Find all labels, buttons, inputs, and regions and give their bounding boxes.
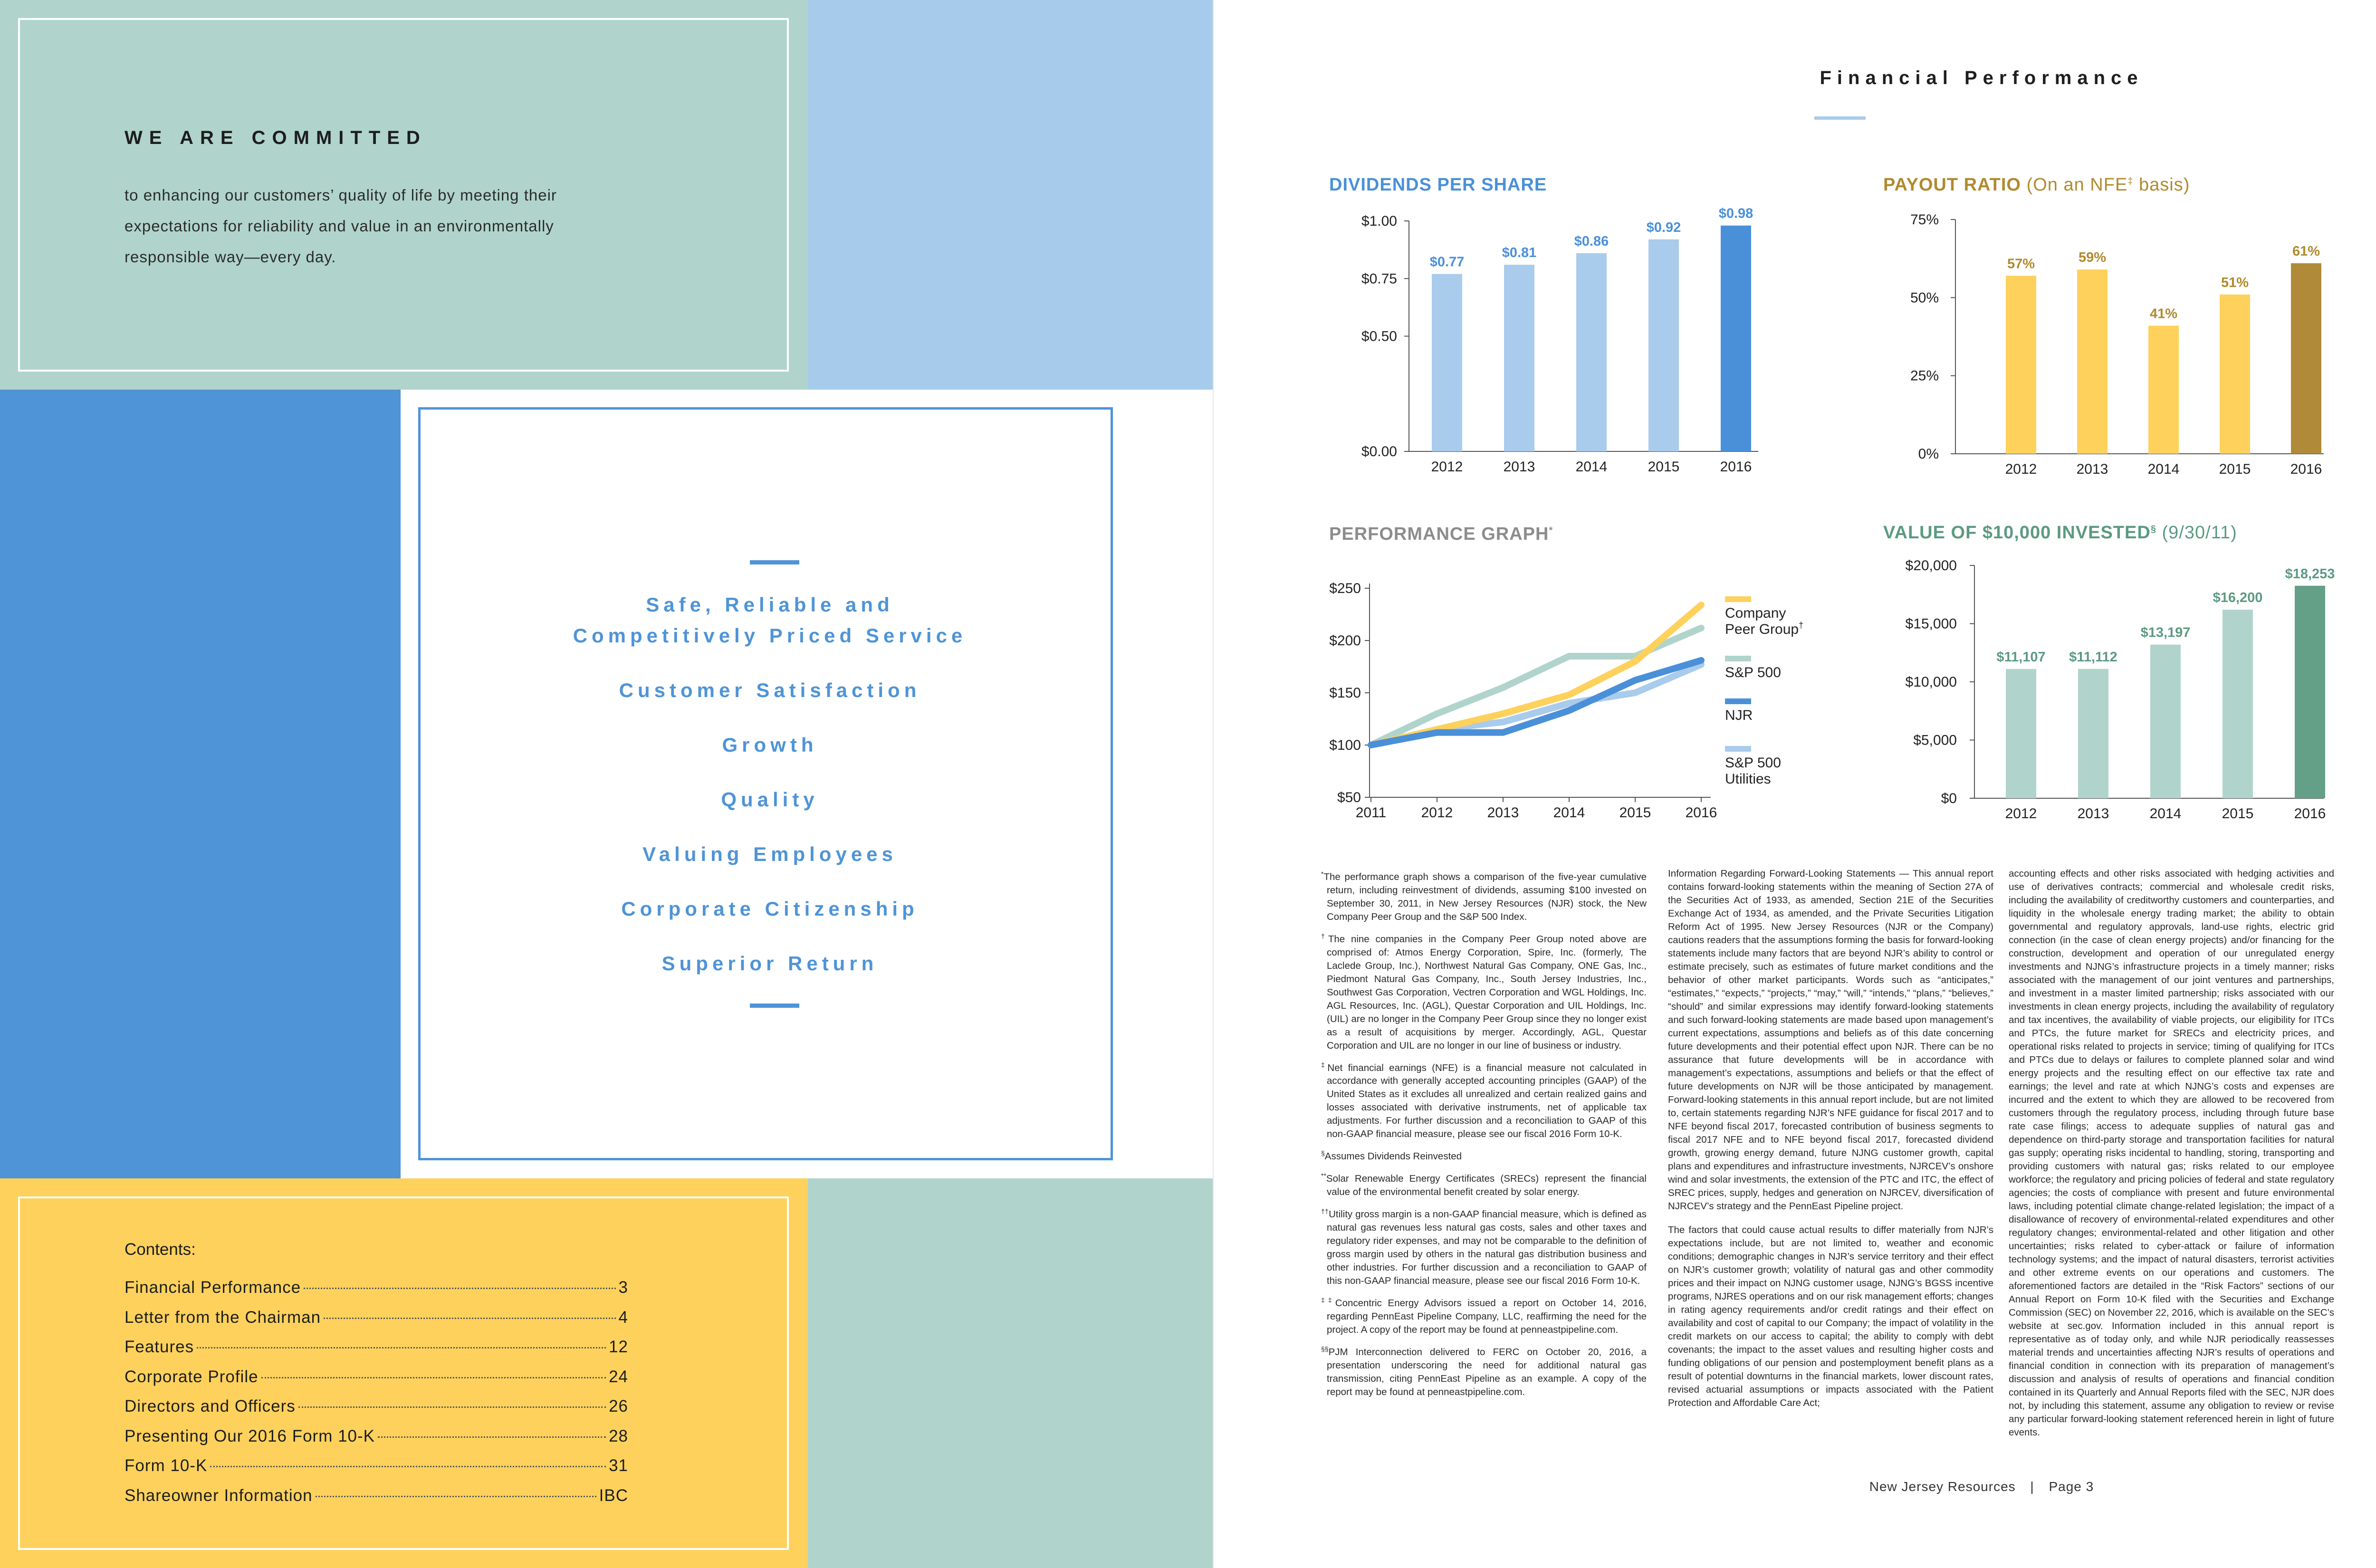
toc-page: 24 xyxy=(609,1367,628,1386)
committed-body xyxy=(125,180,695,272)
footnote-mark: ‡‡ xyxy=(1321,1296,1335,1304)
footnote-mark: §§ xyxy=(1321,1345,1329,1353)
chart-title-mark: * xyxy=(1549,525,1553,536)
legend-label: S&P 500 xyxy=(1725,755,1781,771)
footer-company: New Jersey Resources xyxy=(1869,1479,2016,1494)
data-label: 57% xyxy=(2007,256,2035,272)
y-tick-label: $50 xyxy=(1337,790,1361,805)
page-title-text: Financial Performance xyxy=(1820,67,2144,88)
bar xyxy=(2295,586,2325,798)
chart-subtitle: (9/30/11) xyxy=(2156,523,2237,543)
chart-title-performance xyxy=(1329,524,1553,545)
forward-looking-paragraph: The factors that could cause actual results to differ materially from NJR’s expectations include, but are not limited to, weather and economic conditions; demographic changes in NJR’s service territory and their effect on NJR’s customer growth; volatility of natural gas and other commodity prices and their impact on NJNG customer usage, NJNG’s BGSS incentive programs, NJRES operations and on our risk management efforts; changes in rating agency requirements and/or credit ratings and their effect on availability and cost of capital to our Company; the impact of volatility in the credit markets on our access to capital; the ability to comply with debt covenants; the impact to the asset values and resulting higher costs and funding obligations of our pension and postemployment benefit plans as a result of potential downturns in the financial markets, lower discount rates, revised actuarial assumptions or impacts associated with the Patient Protection and Affordable Care Act; xyxy=(1668,1224,1993,1408)
toc-label: Letter from the Chairman xyxy=(125,1308,321,1327)
x-tick-label: 2016 xyxy=(2290,461,2322,477)
toc-leader xyxy=(324,1318,615,1319)
x-tick-label: 2015 xyxy=(1619,805,1651,821)
footnote xyxy=(1321,1169,1647,1199)
bar xyxy=(2148,325,2179,454)
footnote-text: Concentric Energy Advisors issued a report on October 14, 2016, regarding PennEast Pipeline Company, LLC, reaffirming the need for the project. A copy of the report may be found at penneastpipeline.com. xyxy=(1327,1297,1647,1335)
footnotes-column-1 xyxy=(1321,867,1647,1405)
footnote xyxy=(1321,1058,1647,1141)
data-label: $0.92 xyxy=(1646,220,1681,235)
performance-chart xyxy=(1321,561,1825,832)
footnote xyxy=(1321,867,1647,924)
footnote-text: Assumes Dividends Reinvested xyxy=(1324,1151,1462,1162)
bar xyxy=(2220,295,2250,454)
chart-title-dividends xyxy=(1329,175,1547,195)
legend-label: Peer Group† xyxy=(1725,621,1804,637)
toc-leader xyxy=(316,1496,596,1497)
bar xyxy=(1721,226,1751,451)
toc-leader xyxy=(210,1466,606,1467)
y-tick-label: $200 xyxy=(1329,633,1361,649)
page-footer xyxy=(1568,1479,2376,1494)
bar xyxy=(1504,265,1534,451)
footnote xyxy=(1321,1342,1647,1399)
committed-line: responsible way—every day. xyxy=(125,248,336,266)
toc-entry[interactable] xyxy=(125,1427,628,1457)
legend-swatch xyxy=(1725,596,1751,602)
footnote-text: Utility gross margin is a non-GAAP financial measure, which is defined as natural gas revenues less natural gas costs, sales and other taxes and regulatory rider expenses, and may not be comparable to the definition of gross margin used by others in the natural gas distribution business and other industries. For further discussion and a reconciliation to GAAP of this non-GAAP financial measure, please see our fiscal 2016 Form 10-K. xyxy=(1327,1208,1647,1286)
data-label: $0.77 xyxy=(1429,254,1465,270)
bar xyxy=(1648,239,1679,451)
x-tick-label: 2014 xyxy=(2149,806,2182,822)
bar xyxy=(2291,263,2321,454)
x-tick-label: 2014 xyxy=(2147,461,2180,477)
contents-title: Contents: xyxy=(125,1240,196,1259)
x-tick-label: 2014 xyxy=(1553,805,1585,821)
toc-entry[interactable] xyxy=(125,1486,628,1516)
toc-entry[interactable] xyxy=(125,1397,628,1427)
y-tick-label: $20,000 xyxy=(1905,558,1957,574)
data-label: 61% xyxy=(2292,244,2320,259)
bar xyxy=(2077,269,2108,454)
data-label: $11,107 xyxy=(1996,649,2046,665)
committed-title: WE ARE COMMITTED xyxy=(125,127,427,148)
toc-page: IBC xyxy=(599,1486,628,1505)
data-label: $11,112 xyxy=(2069,649,2117,665)
committed-line: to enhancing our customers’ quality of life by meeting their xyxy=(125,186,557,204)
value-item: Valuing Employees xyxy=(642,843,897,865)
x-tick-label: 2016 xyxy=(1720,459,1752,475)
y-tick-label: $0 xyxy=(1941,791,1957,806)
toc-page: 12 xyxy=(609,1338,628,1356)
x-tick-label: 2012 xyxy=(1431,459,1463,475)
table-of-contents xyxy=(125,1278,628,1516)
footnote-text: Solar Renewable Energy Certificates (SRECs) represent the financial value of the environmental benefit created by solar energy. xyxy=(1326,1173,1647,1198)
bar xyxy=(1432,274,1462,451)
chart-subtitle-mark: ‡ xyxy=(2127,176,2134,187)
x-tick-label: 2016 xyxy=(2294,806,2326,822)
toc-page: 31 xyxy=(609,1456,628,1475)
bar xyxy=(2150,645,2181,798)
data-label: $13,197 xyxy=(2140,625,2191,641)
x-tick-label: 2013 xyxy=(1487,805,1519,821)
toc-entry[interactable] xyxy=(125,1308,628,1338)
legend-label: S&P 500 xyxy=(1725,665,1781,680)
toc-label: Form 10-K xyxy=(125,1456,208,1475)
x-tick-label: 2011 xyxy=(1355,805,1387,821)
legend-swatch xyxy=(1725,656,1751,661)
footer-page-number: Page 3 xyxy=(2049,1479,2094,1494)
legend-swatch xyxy=(1725,698,1751,704)
y-tick-label: $0.50 xyxy=(1361,328,1397,344)
payout-chart xyxy=(1872,200,2338,485)
y-tick-label: $15,000 xyxy=(1905,616,1957,632)
chart-subtitle xyxy=(2027,175,2190,195)
toc-leader xyxy=(197,1347,606,1348)
chart-title-text: DIVIDENDS PER SHARE xyxy=(1329,175,1547,195)
data-label: 41% xyxy=(2149,306,2178,322)
value-item: Quality xyxy=(721,788,819,811)
x-tick-label: 2013 xyxy=(2076,461,2108,477)
x-tick-label: 2012 xyxy=(2005,806,2037,822)
footnote-mark: † xyxy=(1321,932,1328,940)
data-label: 59% xyxy=(2078,250,2107,266)
y-tick-label: 25% xyxy=(1910,368,1939,384)
invested-chart xyxy=(1872,556,2338,832)
y-tick-label: $0.00 xyxy=(1361,444,1397,459)
toc-page: 4 xyxy=(618,1308,628,1327)
toc-leader xyxy=(298,1406,606,1408)
footnote-mark: ** xyxy=(1321,1172,1326,1180)
value-item: Growth xyxy=(722,734,818,756)
data-label: $18,253 xyxy=(2285,566,2335,582)
data-label: $0.86 xyxy=(1574,233,1609,249)
footer-separator: | xyxy=(2030,1479,2034,1494)
toc-label: Presenting Our 2016 Form 10-K xyxy=(125,1426,375,1445)
y-tick-label: $250 xyxy=(1329,581,1361,596)
bar xyxy=(2078,669,2108,798)
data-label: 51% xyxy=(2221,275,2249,290)
chart-title-text: VALUE OF $10,000 INVESTED xyxy=(1883,523,2151,543)
y-tick-label: $1.00 xyxy=(1361,213,1397,229)
x-tick-label: 2012 xyxy=(2005,461,2037,477)
chart-subtitle-text: (On an NFE xyxy=(2026,175,2128,195)
legend-label: NJR xyxy=(1725,708,1753,723)
dividends-chart xyxy=(1321,200,1777,485)
y-tick-label: $5,000 xyxy=(1913,732,1957,748)
x-tick-label: 2015 xyxy=(2219,461,2251,477)
bar xyxy=(1576,253,1607,451)
data-label: $0.81 xyxy=(1502,245,1537,261)
legend-label: Company xyxy=(1725,605,1786,621)
footnote-mark: * xyxy=(1321,870,1324,878)
chart-title-invested xyxy=(1883,523,2237,543)
bar xyxy=(2006,669,2036,798)
spread-divider xyxy=(1213,0,1214,1568)
values-list xyxy=(428,589,1112,979)
bar xyxy=(2006,276,2036,454)
x-tick-label: 2013 xyxy=(1503,459,1535,475)
toc-page: 28 xyxy=(609,1426,628,1445)
toc-label: Shareowner Information xyxy=(125,1486,313,1505)
y-tick-label: 50% xyxy=(1910,290,1939,306)
value-item: Competitively Priced Service xyxy=(573,624,967,647)
footnote-text: PJM Interconnection delivered to FERC on October 20, 2016, a presentation underscoring the need for additional natural gas transmission, citing PennEast Pipeline as an example. A copy of the report may be found at penneastpipeline.com. xyxy=(1327,1346,1647,1397)
toc-label: Features xyxy=(125,1338,194,1356)
footnote-text: The nine companies in the Company Peer Group noted above are comprised of: Atmos Energy Corporation, Spire, Inc. (formerly, The Laclede Group, Inc.), Northwest Natural Gas Company, ONE Gas, Inc., Piedmont Natural Gas Company, Inc., South Jersey Industries, Inc., Southwest Gas Corporation, Vectren Corporation and WGL Holdings, Inc. AGL Resources, Inc. (AGL), Questar Corporation and UIL Holdings, Inc. (UIL) are no longer in the Company Peer Group since they no longer exist as a result of acquisitions by merger. Accordingly, AGL, Questar Corporation and UIL are no longer in our line of business or industry. xyxy=(1327,933,1647,1051)
bottom-right-color-panel xyxy=(808,1178,1213,1568)
toc-leader xyxy=(304,1288,615,1289)
footnotes-column-3 xyxy=(2009,867,2334,1445)
toc-label: Financial Performance xyxy=(125,1278,301,1297)
toc-entry[interactable] xyxy=(125,1338,628,1367)
y-tick-label: $100 xyxy=(1329,737,1361,753)
value-item: Safe, Reliable and xyxy=(646,593,894,616)
chart-title-text: PERFORMANCE GRAPH xyxy=(1329,524,1549,544)
toc-page: 3 xyxy=(618,1278,628,1297)
data-label: $0.98 xyxy=(1718,206,1753,221)
y-tick-label: 0% xyxy=(1918,446,1939,462)
legend-label: Utilities xyxy=(1725,771,1771,787)
forward-looking-paragraph: accounting effects and other risks associated with hedging activities and use of derivatives contracts; commercial and wholesale credit risks, including the availability of creditworthy customers and counterparties, and liquidity in the wholesale energy trading market; the ability to obtain governmental and regulatory approvals, land-use rights, electric grid connection (in the case of clean energy projects) and/or financing for the construction, development and operation of our unregulated energy investments and NJNG’s infrastructure projects in a timely manner; risks associated with the management of our joint ventures and partnerships, and investment in a master limited partnership; risks associated with our investments in clean energy projects, including the availability of regulatory and tax incentives, the availability of viable projects, our eligibility for ITCs and PTCs, the future market for SRECs and electricity prices, and operational risks related to projects in service; timing of qualifying for ITCs and PTCs due to delays or failures to complete planned solar and wind energy projects and the resulting effect on our effective tax rate and earnings; the level and rate at which NJNG’s costs and expenses are incurred and the extent to which they are allowed to be recovered from customers through the regulatory process, including through future base rate case filings; access to adequate supplies of natural gas and dependence on third-party storage and transportation facilities for natural gas supply; operating risks incidental to handling, storing, transporting and providing customers with natural gas; risks related to our employee workforce; the regulatory and pricing policies of federal and state regulatory agencies; the costs of compliance with present and future environmental laws, including potential climate change-related legislation; the impact of a disallowance of recovery of environmental-related expenditures and other regulatory changes; environmental-related and other litigation and other uncertainties; risks related to cyber-attack or failure of information technology systems; and the impact of natural disasters, terrorist activities and other extreme events on our operations and customers. The aforementioned factors are detailed in the “Risk Factors” sections of our Annual Report on Form 10-K filed with the Securities and Exchange Commission (SEC) on November 22, 2016, which is available on the SEC’s website at sec.gov. Information included in this annual report is representative as of today only, and while NJR periodically reassesses material trends and uncertainties affecting NJR’s results of operations and financial condition in connection with its preparation of management’s discussion and analysis of results of operations and financial condition contained in its Quarterly and Annual Reports filed with the SEC, NJR does not, by including this statement, assume any obligation to review or revise any particular forward-looking statement referenced herein in light of future events. xyxy=(2009,868,2334,1438)
data-label: $16,200 xyxy=(2213,590,2263,606)
mid-left-color-panel xyxy=(0,390,401,1178)
footnote xyxy=(1321,929,1647,1052)
top-right-color-panel xyxy=(808,0,1213,390)
toc-entry[interactable] xyxy=(125,1367,628,1397)
footnotes-column-2 xyxy=(1668,867,1993,1415)
y-tick-label: $0.75 xyxy=(1361,271,1397,287)
chart-title-mark: § xyxy=(2150,524,2156,535)
chart-title-text: PAYOUT RATIO xyxy=(1883,175,2021,195)
footnote-mark: †† xyxy=(1321,1207,1329,1215)
values-top-dash xyxy=(750,560,799,564)
forward-looking-paragraph: Information Regarding Forward-Looking Statements — This annual report contains forward-looking statements within the meaning of Section 27A of the Securities Act of 1933, as amended, Section 21E of the Securities Exchange Act of 1934, as amended, and the Private Securities Litigation Reform Act of 1995. New Jersey Resources (NJR or the Company) cautions readers that the assumptions forming the basis for forward-looking statements include many factors that are beyond NJR’s ability to control or estimate precisely, such as estimates of future market conditions and the behavior of other market participants. Words such as “anticipates,” “estimates,” “expects,” “projects,” “may,” “will,” “intends,” “plans,” “believes,” “should” and similar expressions may identify forward-looking statements and such forward-looking statements are made based upon management’s current expectations, assumptions and beliefs as of this date concerning future developments and their potential effect upon NJR. There can be no assurance that future developments will be in accordance with management’s expectations, assumptions and beliefs or that the effect of future developments on NJR will be those anticipated by management. Forward-looking statements in this annual report include, but are not limited to, certain statements regarding NJR’s NFE guidance for fiscal 2017 and to NFE beyond fiscal 2017, forecasted contribution of business segments to fiscal 2017 NFE and to NFE beyond fiscal 2017, forecasted dividend growth, growing energy demand, future NJNG customer growth, capital plans and expenditures and infrastructure investments, NJRCEV’s onshore wind and solar investments, the extension of the PTC and ITC, the effect of SREC prices, supply, hedges and generation on NJRCEV, diversification of NJRCEV’s strategy and the PennEast Pipeline project. xyxy=(1668,868,1993,1212)
toc-entry[interactable] xyxy=(125,1278,628,1308)
toc-entry[interactable] xyxy=(125,1456,628,1486)
value-item: Superior Return xyxy=(661,952,878,975)
x-tick-label: 2012 xyxy=(1421,805,1453,821)
footnote xyxy=(1321,1205,1647,1288)
y-tick-label: $10,000 xyxy=(1905,674,1957,690)
chart-subtitle-end: basis) xyxy=(2133,175,2190,195)
legend-swatch xyxy=(1725,746,1751,752)
footnote-text: Net financial earnings (NFE) is a financial measure not calculated in accordance with generally accepted accounting principles (GAAP) of the United States as it excludes all unrealized and certain realized gains and losses associated with derivative instruments, net of applicable tax adjustments. For further discussion and a reconciliation to GAAP of this non-GAAP financial measure, please see our fiscal 2016 Form 10-K. xyxy=(1327,1062,1647,1140)
footnote-text: The performance graph shows a comparison of the five-year cumulative return, including reinvestment of dividends, assuming $100 invested on September 30, 2011, in New Jersey Resources (NJR) stock, the New Company Peer Group and the S&P 500 Index. xyxy=(1323,871,1647,922)
bar xyxy=(2223,610,2253,798)
value-item: Corporate Citizenship xyxy=(621,898,919,920)
footnote-mark: ‡ xyxy=(1321,1061,1328,1069)
footnote-mark: § xyxy=(1321,1149,1325,1157)
footnote xyxy=(1321,1147,1647,1163)
values-bottom-dash xyxy=(750,1004,799,1008)
y-tick-label: $150 xyxy=(1329,685,1361,701)
x-tick-label: 2014 xyxy=(1575,459,1608,475)
y-tick-label: 75% xyxy=(1910,212,1939,228)
toc-label: Directors and Officers xyxy=(125,1397,296,1415)
page-title xyxy=(1568,67,2376,89)
x-tick-label: 2015 xyxy=(2222,806,2254,822)
x-tick-label: 2016 xyxy=(1685,805,1717,821)
x-tick-label: 2013 xyxy=(2077,806,2109,822)
footnote xyxy=(1321,1293,1647,1337)
chart-title-payout xyxy=(1883,175,2190,195)
toc-leader xyxy=(261,1377,606,1378)
title-underline xyxy=(1814,116,1866,120)
value-item: Customer Satisfaction xyxy=(619,679,921,701)
committed-line: expectations for reliability and value in an environmentally xyxy=(125,217,554,235)
toc-label: Corporate Profile xyxy=(125,1367,259,1386)
toc-page: 26 xyxy=(609,1397,628,1415)
x-tick-label: 2015 xyxy=(1648,459,1680,475)
toc-leader xyxy=(378,1436,606,1438)
